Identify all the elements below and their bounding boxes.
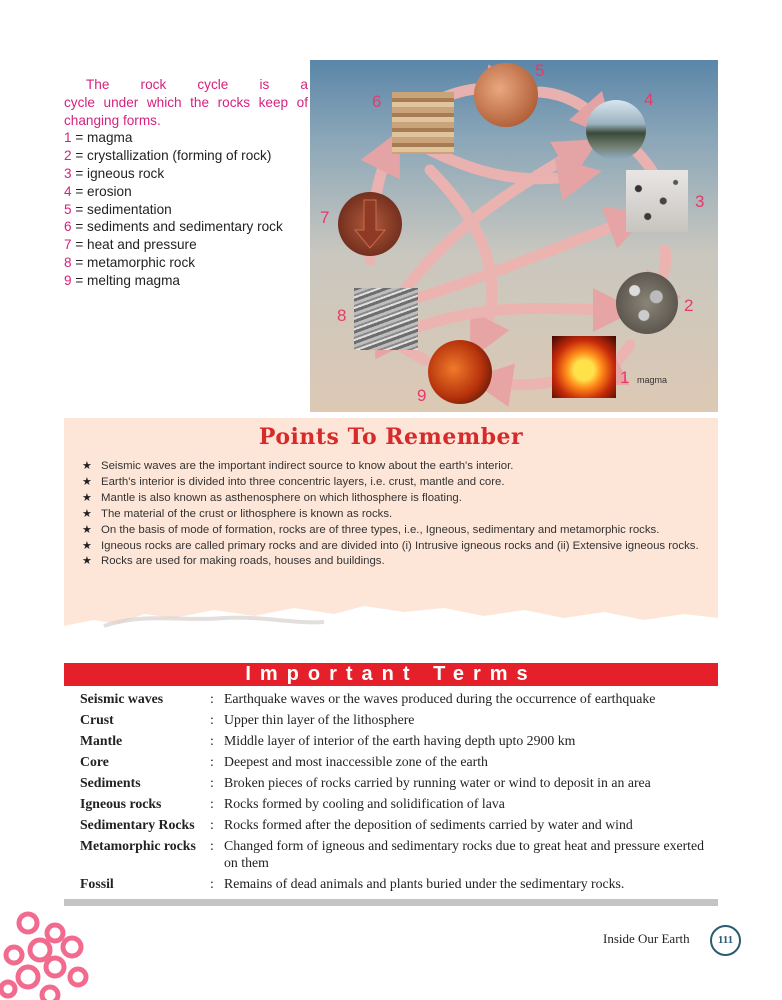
term-definition: Broken pieces of rocks carried by running water or wind to deposit in an area — [224, 775, 651, 790]
magma-label: magma — [637, 375, 668, 385]
term-name: Mantle — [80, 733, 123, 748]
legend-item — [64, 129, 308, 147]
term-name: Seismic waves — [80, 691, 164, 706]
legend-item — [64, 201, 308, 219]
term-colon: : — [210, 733, 214, 748]
heat-pressure-photo — [338, 192, 402, 256]
legend-item-text: = metamorphic rock — [75, 254, 196, 270]
decorative-rings — [0, 905, 100, 1000]
point-item: ★ Igneous rocks are called primary rocks and are divided into (i) Intrusive igneous rocks and (ii) Extensive igneous rocks. — [78, 539, 708, 554]
term-row — [80, 753, 720, 770]
term-definition: Remains of dead animals and plants buried under the sedimentary rocks. — [224, 876, 625, 891]
legend-item — [64, 147, 308, 165]
important-terms-list — [80, 690, 720, 896]
legend-item-number: 8 — [64, 254, 72, 270]
term-name: Sedimentary Rocks — [80, 817, 195, 832]
legend-item — [64, 183, 308, 201]
torn-paper-edge — [64, 596, 718, 636]
legend-item-number: 3 — [64, 165, 72, 181]
legend-item — [64, 254, 308, 272]
legend-intro — [64, 76, 308, 129]
legend-item-number: 5 — [64, 201, 72, 217]
legend-item-text: = sediments and sedimentary rock — [75, 219, 283, 235]
cycle-number-6: 6 — [372, 92, 382, 111]
term-name: Core — [80, 754, 109, 769]
cycle-number-8: 8 — [337, 306, 347, 325]
rock-cycle-diagram — [310, 60, 718, 412]
term-colon: : — [210, 691, 214, 706]
legend-item — [64, 165, 308, 183]
point-item: ★ Earth's interior is divided into three concentric layers, i.e. crust, mantle and core. — [78, 475, 708, 490]
point-item: ★ The material of the crust or lithosphere is known as rocks. — [78, 507, 708, 522]
legend-item-text: = sedimentation — [75, 201, 172, 217]
legend-item-number: 6 — [64, 219, 72, 235]
term-colon: : — [210, 775, 214, 790]
term-row — [80, 774, 720, 791]
cycle-number-3: 3 — [695, 192, 705, 211]
metamorphic-rock-photo — [354, 288, 418, 350]
term-colon: : — [210, 817, 214, 832]
cycle-number-1: 1 — [620, 368, 630, 387]
legend-item — [64, 272, 308, 290]
point-item: ★ Rocks are used for making roads, houses and buildings. — [78, 554, 708, 569]
term-row — [80, 732, 720, 749]
term-name: Sediments — [80, 775, 141, 790]
point-item: ★ On the basis of mode of formation, rocks are of three types, i.e., Igneous, sedimentary and metamorphic rocks. — [78, 523, 708, 538]
cycle-number-5: 5 — [535, 61, 545, 80]
term-row — [80, 816, 720, 833]
term-name: Igneous rocks — [80, 796, 162, 811]
legend-intro-rest: cycle under which the rocks keep of changing forms. — [64, 94, 308, 128]
term-definition: Rocks formed after the deposition of sediments carried by water and wind — [224, 817, 633, 832]
legend-item — [64, 236, 308, 254]
term-definition: Deepest and most inaccessible zone of the earth — [224, 754, 488, 769]
legend-item-number: 7 — [64, 237, 72, 253]
term-definition: Earthquake waves or the waves produced during the occurrence of earthquake — [224, 691, 656, 706]
term-row — [80, 837, 720, 871]
legend-item-text: = igneous rock — [75, 165, 165, 181]
legend-intro-first-line: The rock cycle is a — [86, 77, 308, 92]
term-name: Crust — [80, 712, 114, 727]
legend-item-text: = heat and pressure — [75, 237, 197, 253]
cycle-number-9: 9 — [417, 386, 427, 405]
term-definition: Rocks formed by cooling and solidification of lava — [224, 796, 505, 811]
term-colon: : — [210, 754, 214, 769]
legend-item-text: = erosion — [75, 183, 132, 199]
term-row — [80, 875, 720, 892]
magma-photo — [552, 336, 616, 398]
legend-item-number: 9 — [64, 272, 72, 288]
cycle-number-2: 2 — [684, 296, 694, 315]
crystallization-photo — [616, 272, 678, 334]
term-name: Metamorphic rocks — [80, 838, 196, 853]
important-terms-header: Important Terms — [64, 663, 718, 686]
points-list — [78, 459, 708, 570]
legend-item — [64, 218, 308, 236]
legend-item-number: 4 — [64, 183, 72, 199]
cycle-number-7: 7 — [320, 208, 330, 227]
page-number: 111 — [710, 925, 741, 956]
term-definition: Changed form of igneous and sedimentary rocks due to great heat and pressure exerted on them — [224, 838, 705, 870]
legend-item-number: 1 — [64, 130, 72, 146]
arrow-down-icon — [338, 192, 402, 256]
point-item: ★ Mantle is also known as asthenosphere on which lithosphere is floating. — [78, 491, 708, 506]
chapter-name: Inside Our Earth — [603, 931, 690, 946]
igneous-rock-photo — [626, 170, 688, 232]
legend-item-number: 2 — [64, 148, 72, 164]
term-colon: : — [210, 876, 214, 891]
erosion-photo — [586, 100, 646, 160]
legend-item-text: = crystallization (forming of rock) — [75, 148, 272, 164]
term-name: Fossil — [80, 876, 114, 891]
legend-item-text: = magma — [75, 130, 133, 146]
term-row — [80, 795, 720, 812]
term-row — [80, 690, 720, 707]
sedimentary-rock-photo — [392, 92, 454, 154]
term-colon: : — [210, 838, 214, 853]
term-colon: : — [210, 712, 214, 727]
term-row — [80, 711, 720, 728]
point-item: ★ Seismic waves are the important indirect source to know about the earth's interior. — [78, 459, 708, 474]
points-to-remember-box — [64, 418, 718, 636]
points-to-remember-title: Points To Remember — [258, 424, 524, 450]
rock-cycle-legend — [64, 76, 308, 290]
term-colon: : — [210, 796, 214, 811]
term-definition: Middle layer of interior of the earth having depth upto 2900 km — [224, 733, 576, 748]
sedimentation-photo — [474, 63, 538, 127]
section-divider — [64, 899, 718, 906]
legend-item-text: = melting magma — [75, 272, 180, 288]
term-definition: Upper thin layer of the lithosphere — [224, 712, 415, 727]
cycle-number-4: 4 — [644, 90, 654, 109]
melting-magma-photo — [428, 340, 492, 404]
